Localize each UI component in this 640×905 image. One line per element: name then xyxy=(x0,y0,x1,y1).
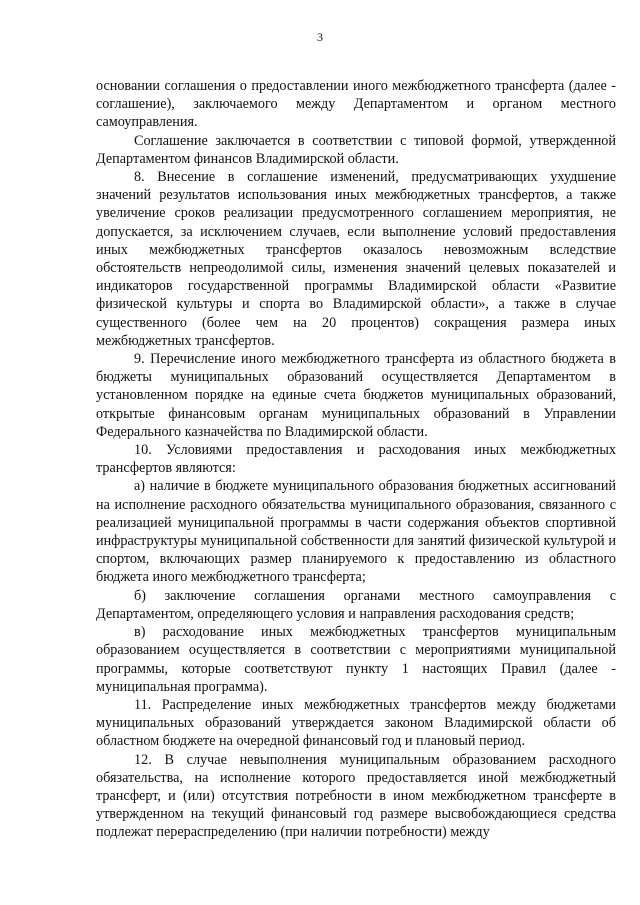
paragraph-continuation: основании соглашения о предоставлении иного межбюджетного трансферта (далее - соглашение), заключаемого между Департаментом и органом местного самоуправления. xyxy=(96,78,616,131)
paragraph-11: 11. Распределение иных межбюджетных трансфертов между бюджетами муниципальных образований утверждается законом Владимирской области об областном бюджете на очередной финансовый год и плановый период. xyxy=(96,696,616,750)
paragraph-10b: б) заключение соглашения органами местного самоуправления с Департаментом, определяющего условия и направления расходования средств; xyxy=(96,587,616,622)
paragraph-10c: в) расходование иных межбюджетных трансфертов муниципальным образованием осуществляется в соответствии с мероприятиями муниципальной программы, которые соответствуют пункту 1 настоящих Правил (далее - муниципальная программа). xyxy=(96,624,616,695)
paragraph-10: 10. Условиями предоставления и расходования иных межбюджетных трансфертов являются: xyxy=(96,442,616,477)
page-number: 3 xyxy=(317,30,323,44)
document-body xyxy=(96,77,616,842)
paragraph-10a: а) наличие в бюджете муниципального образования бюджетных ассигнований на исполнение расходного обязательства муниципального образования, связанного с реализацией муниципальной программы в части содержания объектов спортивной инфраструктуры муниципальной собственности для занятий физической культурой и спортом, включающих размер планируемого к предоставлению из областного бюджета иного межбюджетного трансферта; xyxy=(96,478,616,586)
paragraph-12: 12. В случае невыполнения муниципальным образованием расходного обязательства, на исполнение которого предоставляется иной межбюджетный трансферт, и (или) отсутствия потребности в ином межбюджетном трансферте в утвержденном на текущий финансовый год размере высвобождающиеся средства подлежат перераспределению (при наличии потребности) между xyxy=(96,751,616,841)
paragraph-8: 8. Внесение в соглашение изменений, предусматривающих ухудшение значений результатов использования иных межбюджетных трансфертов, а также увеличение сроков реализации предусмотренного соглашением мероприятия, не допускается, за исключением случаев, если выполнение условий предоставления иных межбюджетных трансфертов оказалось невозможным вследствие обстоятельств непреодолимой силы, изменения значений целевых показателей и индикаторов государственной программы Владимирской области «Развитие физической культуры и спорта во Владимирской области», а также в случае существенного (более чем на 20 процентов) сокращения размера иных межбюджетных трансфертов. xyxy=(96,169,616,349)
paragraph-9: 9. Перечисление иного межбюджетного трансферта из областного бюджета в бюджеты муниципальных образований осуществляется Департаментом в установленном порядке на единые счета бюджетов муниципальных образований, открытые финансовым органам муниципальных образований в Управлении Федерального казначейства по Владимирской области. xyxy=(96,351,616,440)
paragraph-agreement-form: Соглашение заключается в соответствии с типовой формой, утвержденной Департаментом финансов Владимирской области. xyxy=(96,132,616,167)
